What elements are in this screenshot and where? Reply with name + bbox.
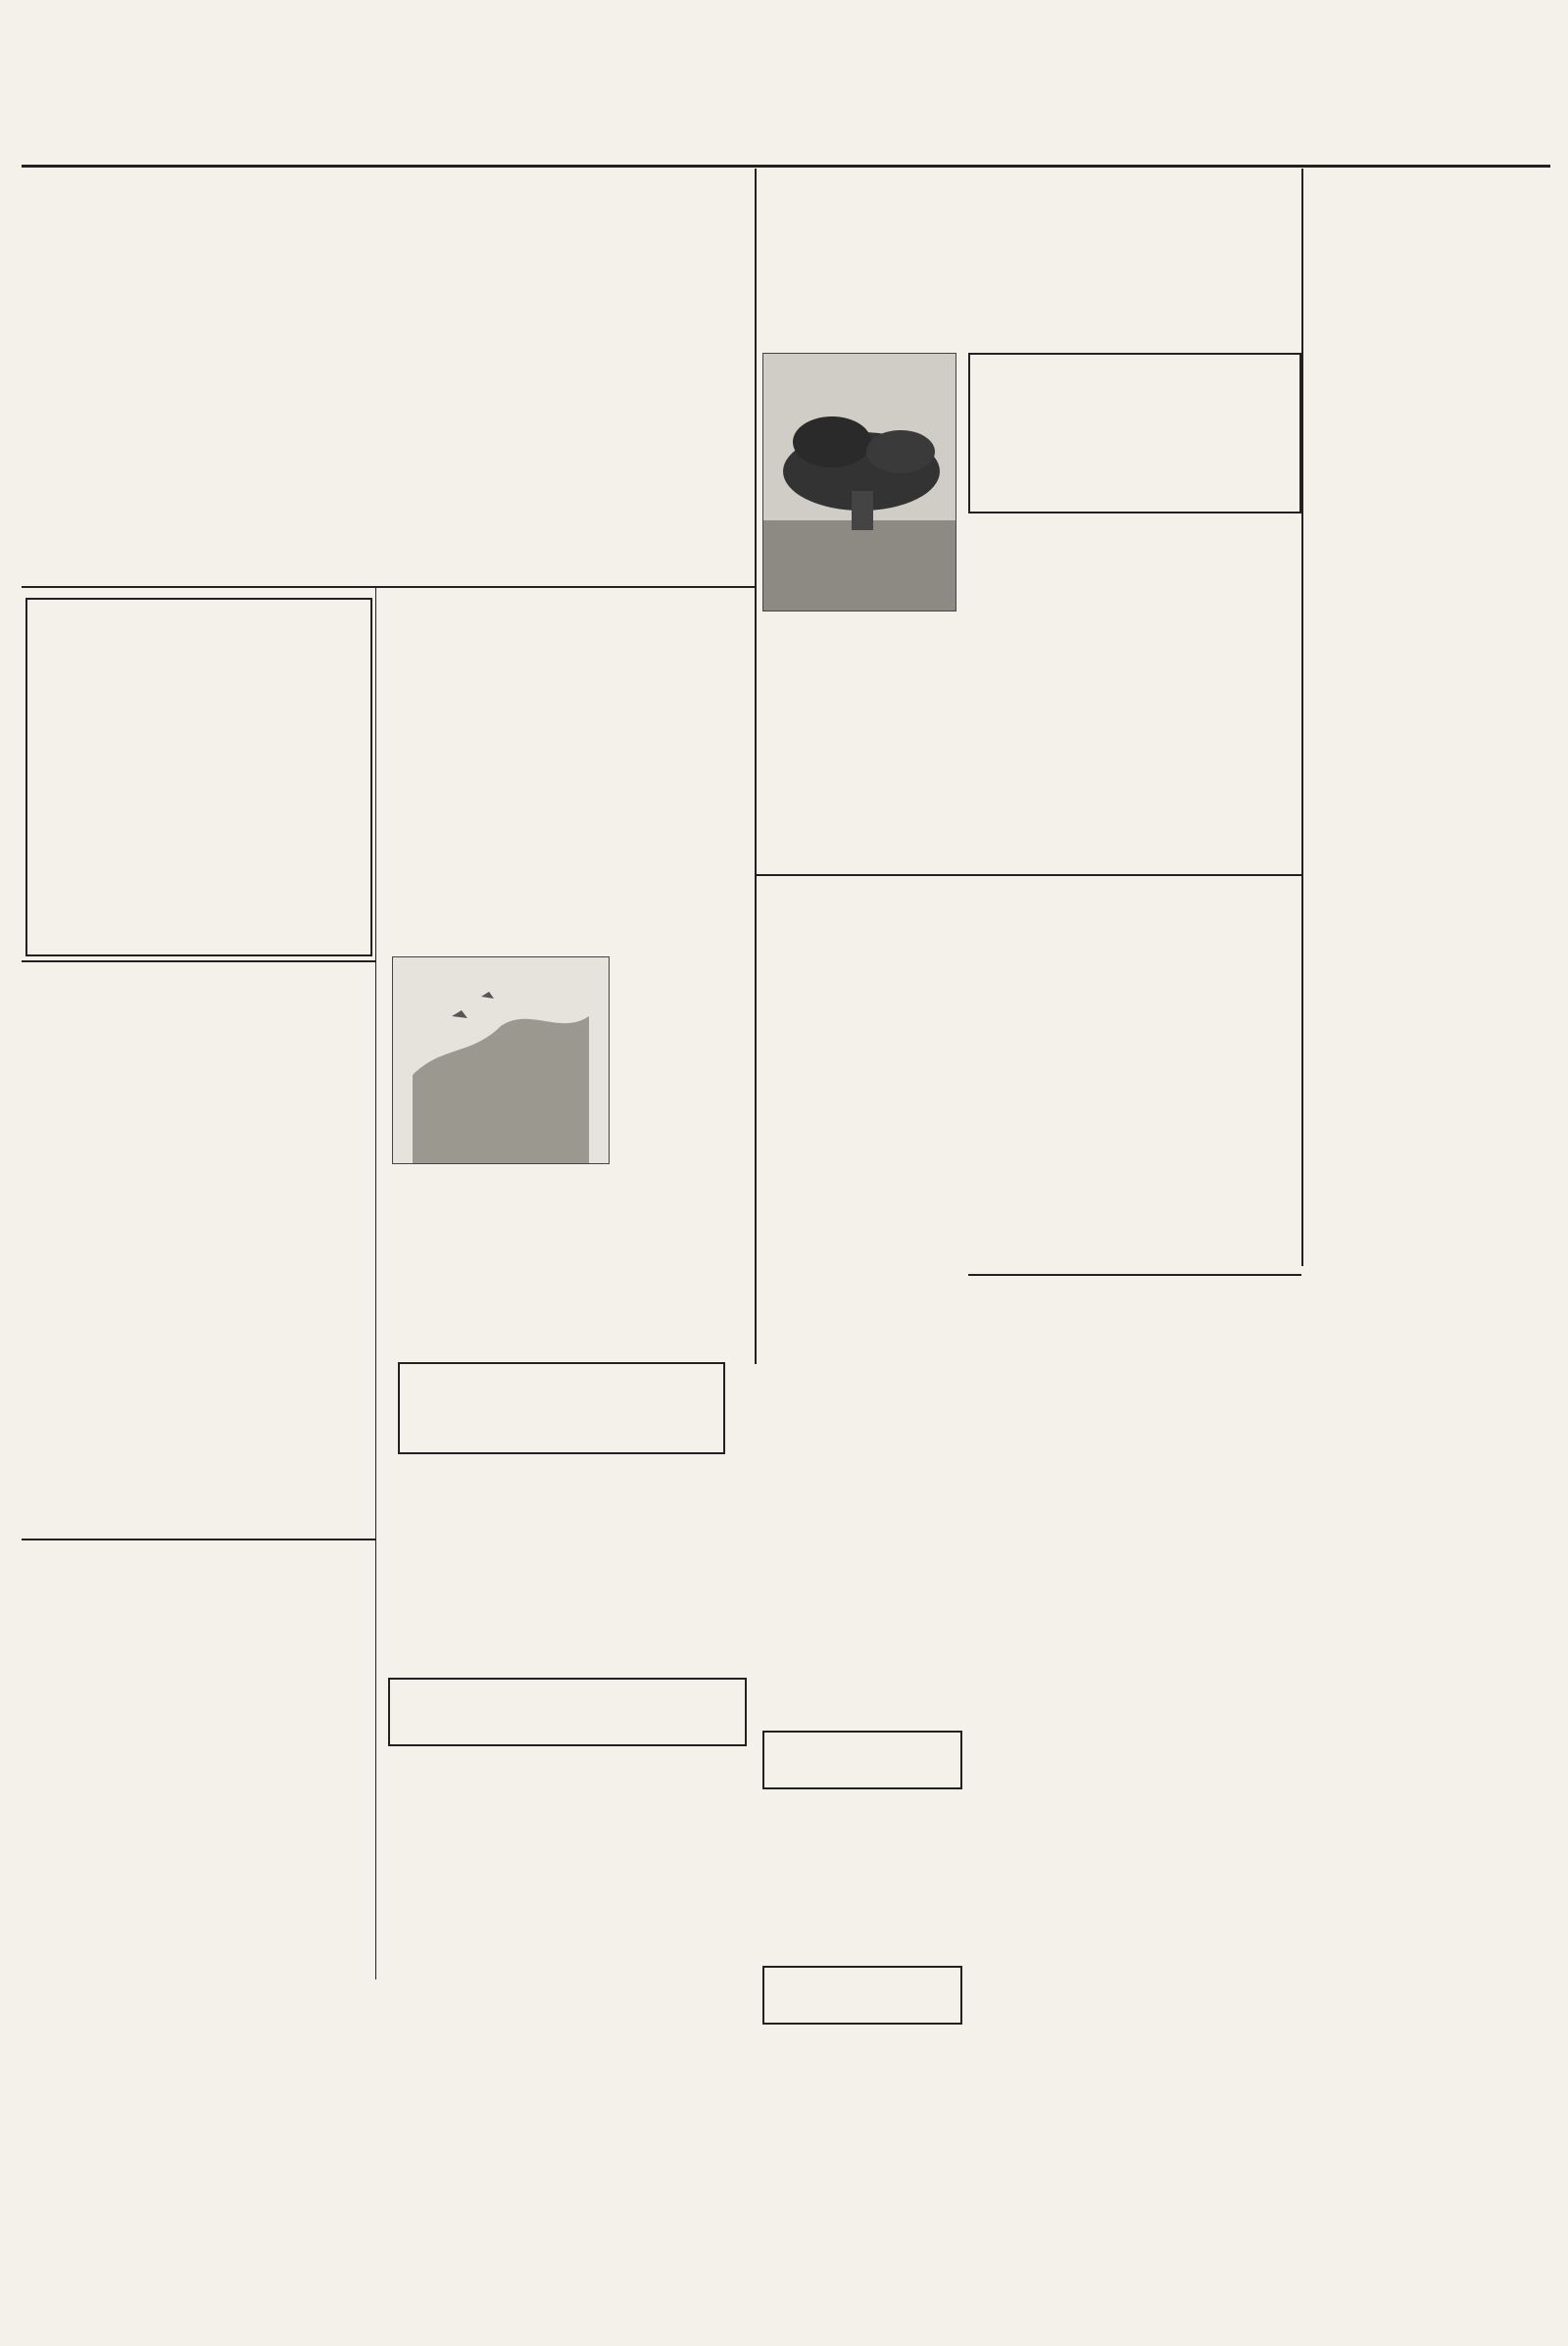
eisenhower-body — [382, 1750, 749, 1966]
bomb-col2-body — [382, 825, 749, 953]
ouafnt-body-3 — [1309, 1019, 1556, 1264]
section-rule — [757, 874, 1301, 876]
column-rule — [1301, 169, 1303, 1266]
descartes-body-right — [1309, 1272, 1556, 2291]
eikon-body — [33, 676, 361, 943]
volos-body — [762, 2027, 958, 2301]
montebello-map — [392, 956, 610, 1164]
korea-body-continued — [970, 1731, 1298, 2299]
section-rule — [968, 1274, 1301, 1276]
section-rule — [22, 586, 755, 588]
eisenhower-box — [388, 1678, 747, 1746]
stalin-body — [25, 1113, 368, 1535]
atomic-explosion-graphic — [763, 354, 956, 611]
labour-box — [398, 1362, 725, 1454]
section-rule — [22, 960, 376, 962]
map-graphic — [393, 957, 609, 1163]
labour-body — [382, 1458, 749, 1670]
bomb-col2-body-top — [382, 598, 749, 804]
column-rule — [755, 169, 757, 1364]
bomb-col2-body-b — [617, 956, 749, 1182]
bomb-body — [25, 502, 751, 582]
bomb-col2-body-c — [382, 1186, 749, 1352]
staff-director — [27, 106, 243, 121]
ouafnt-body-2 — [1309, 698, 1556, 962]
vouli-body — [968, 551, 1298, 972]
vouli-deck-box — [968, 353, 1301, 513]
basileus-box — [762, 1731, 962, 1789]
masthead-rule — [22, 165, 1550, 168]
atomic-photo — [762, 353, 956, 611]
column-rule — [375, 588, 376, 1979]
marty-body — [762, 698, 962, 864]
volos-box — [762, 1966, 962, 2025]
ouafnt-body — [1309, 386, 1556, 670]
section-rule — [22, 1539, 376, 1540]
eleuthera-body — [1117, 1172, 1298, 1721]
basileus-body — [762, 1793, 958, 1960]
sunday-body — [25, 1715, 368, 1960]
